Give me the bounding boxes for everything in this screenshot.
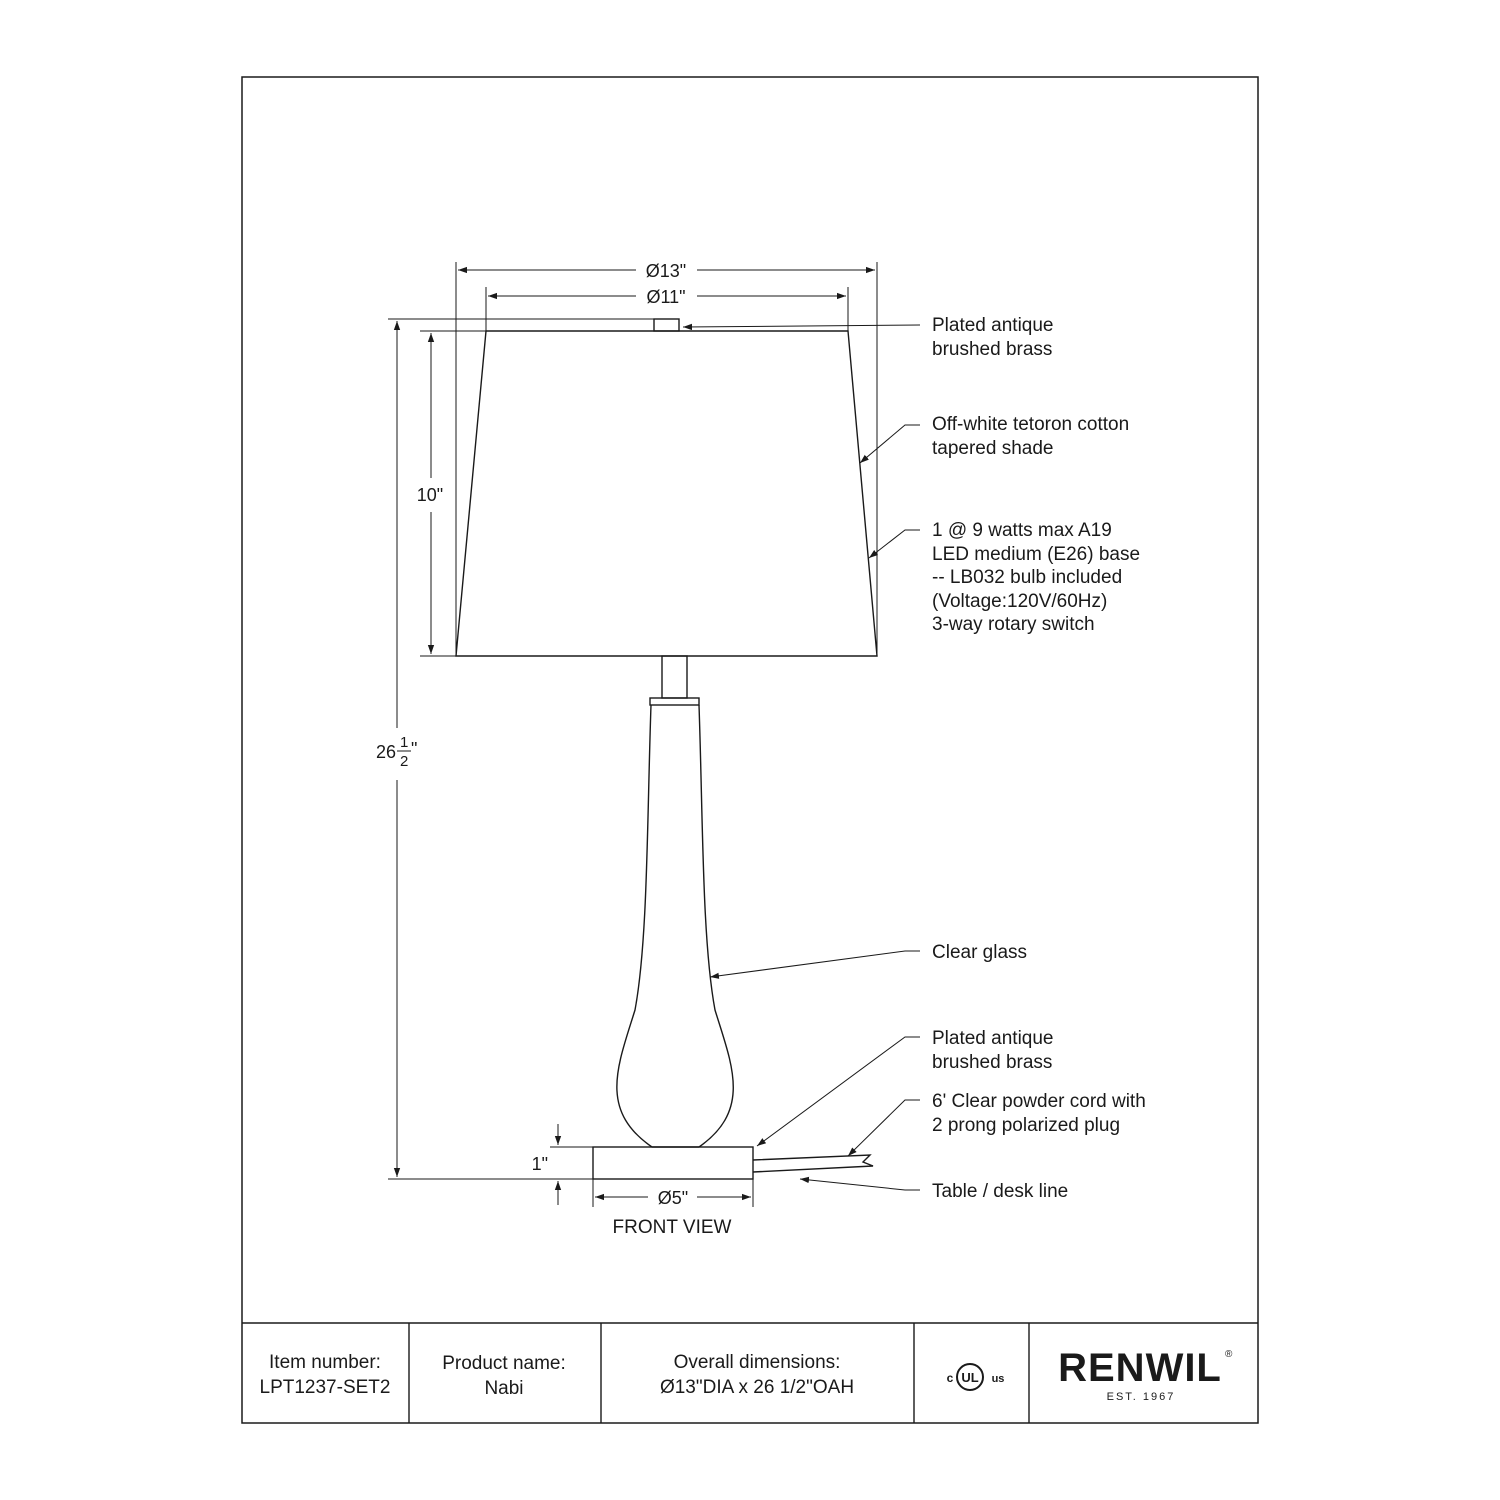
svg-text:brushed brass: brushed brass [932, 1052, 1053, 1073]
glass-body [617, 705, 733, 1147]
svg-text:(Voltage:120V/60Hz): (Voltage:120V/60Hz) [932, 591, 1108, 612]
svg-text:Product name:: Product name: [442, 1353, 566, 1374]
dim-overall-height [376, 734, 417, 770]
callout-shade [932, 414, 1129, 459]
svg-text:LED medium (E26) base: LED medium (E26) base [932, 544, 1141, 565]
dimension-lines [388, 262, 877, 1207]
svg-text:2: 2 [400, 753, 409, 770]
svg-text:Item number:: Item number: [269, 1352, 381, 1373]
callout-table-line [932, 1181, 1068, 1202]
callout-cord [932, 1091, 1146, 1136]
lamp-base [593, 1147, 753, 1179]
svg-text:-- LB032 bulb included: -- LB032 bulb included [932, 567, 1123, 588]
svg-text:1 @ 9 watts max A19: 1 @ 9 watts max A19 [932, 520, 1112, 541]
svg-text:®: ® [1225, 1349, 1233, 1360]
svg-text:6' Clear powder cord with: 6' Clear powder cord with [932, 1091, 1146, 1112]
svg-text:2 prong polarized plug: 2 prong polarized plug [932, 1115, 1121, 1136]
svg-text:Ø13"DIA x 26 1/2"OAH: Ø13"DIA x 26 1/2"OAH [659, 1377, 855, 1398]
renwil-logo [1058, 1346, 1233, 1403]
svg-text:us: us [991, 1373, 1005, 1385]
callout-bulb [932, 520, 1140, 635]
dim-shade-height: 10" [416, 485, 444, 505]
svg-text:Plated antique: Plated antique [932, 315, 1054, 336]
svg-text:": " [411, 739, 418, 759]
svg-text:LPT1237-SET2: LPT1237-SET2 [259, 1377, 391, 1398]
svg-text:c: c [946, 1371, 954, 1385]
power-cord [753, 1155, 873, 1172]
svg-text:26: 26 [376, 742, 397, 762]
callout-base [932, 1028, 1054, 1073]
item-number-cell [260, 1352, 391, 1398]
svg-text:brushed brass: brushed brass [932, 339, 1053, 360]
dim-shade-bottom-diameter: Ø11" [646, 287, 686, 307]
lamp-stem [662, 656, 687, 698]
dim-shade-top-diameter: Ø13" [645, 261, 687, 281]
svg-text:Plated antique: Plated antique [932, 1028, 1054, 1049]
lamp-shade [456, 331, 877, 656]
svg-text:Table / desk line: Table / desk line [932, 1181, 1069, 1202]
cul-us-certification-icon [947, 1364, 1005, 1390]
dim-base-diameter: Ø5" [657, 1188, 689, 1208]
overall-dimensions-cell [660, 1352, 854, 1398]
callout-finial [932, 315, 1054, 360]
svg-text:Off-white tetoron cotton: Off-white tetoron cotton [932, 414, 1130, 435]
product-name-cell [442, 1353, 566, 1399]
finial [654, 319, 679, 331]
lamp-front-view [456, 319, 877, 1179]
svg-text:1: 1 [400, 734, 409, 751]
svg-text:Clear glass: Clear glass [932, 942, 1028, 963]
lamp-collar [650, 698, 699, 705]
svg-text:Overall dimensions:: Overall dimensions: [673, 1352, 841, 1373]
svg-text:Nabi: Nabi [484, 1378, 524, 1399]
callout-leaders [683, 325, 920, 1190]
dim-base-height: 1" [531, 1154, 548, 1174]
svg-text:EST. 1967: EST. 1967 [1106, 1391, 1176, 1403]
svg-text:UL: UL [961, 1370, 979, 1385]
svg-text:tapered shade: tapered shade [932, 438, 1054, 459]
svg-text:3-way rotary switch: 3-way rotary switch [932, 614, 1095, 635]
svg-text:RENWIL: RENWIL [1058, 1346, 1222, 1390]
view-label: FRONT VIEW [612, 1217, 732, 1238]
callout-body [932, 942, 1027, 963]
